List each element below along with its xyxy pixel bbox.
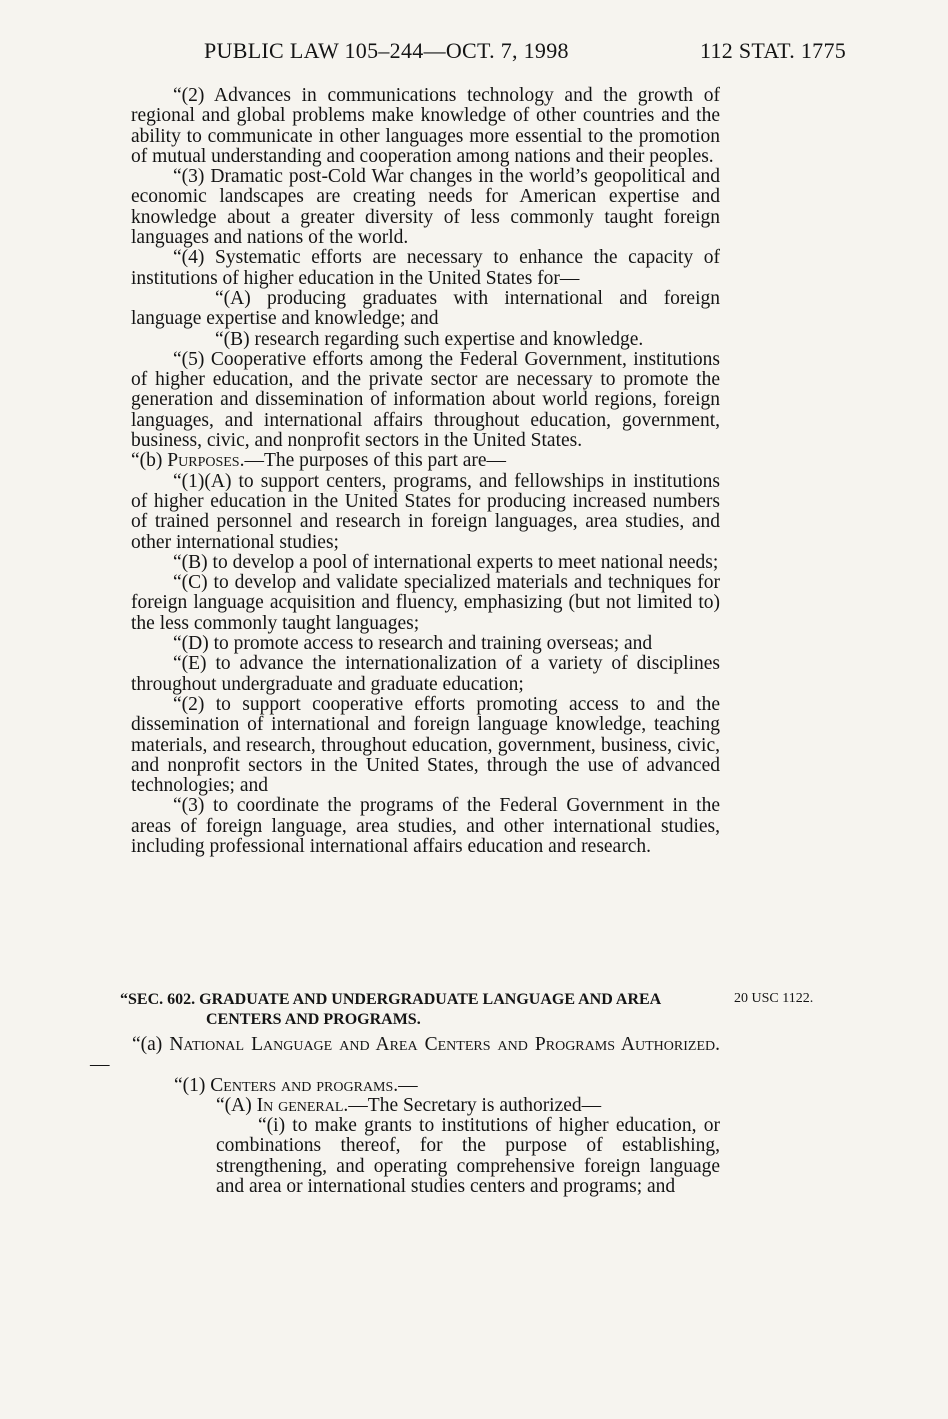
purpose-3: “(3) to coordinate the programs of the Federal Government in the areas of foreign language, area studies, and other international studies, including professional international affairs education and research.	[131, 795, 720, 857]
page-number: 112 STAT. 1775	[700, 38, 847, 63]
purpose-1-a: “(1)(A) to support centers, programs, and fellowships in institutions of higher education in the United States for producing increased numbers of trained personnel and research in foreign languages, area studies, and other international studies;	[131, 470, 720, 553]
paragraph-1-prefix: “(1)	[174, 1074, 211, 1096]
finding-2: “(2) Advances in communications technology and the growth of regional and global problems make knowledge of other countries and the ability to communicate in other languages more essential to the promotion of mutual understanding and cooperation among nations and their peoples.	[131, 85, 720, 167]
finding-4-b: “(B) research regarding such expertise and knowledge.	[215, 328, 644, 350]
subparagraph-a-text: .—The Secretary is authorized—	[343, 1094, 602, 1116]
subsection-a-suffix: .—	[90, 1034, 720, 1076]
clause-i: “(i) to make grants to institutions of higher education, or combinations thereof, for the purpose of establishing, strengthening, and operating comprehensive foreign language and area or international studies centers and programs; and	[216, 1115, 720, 1198]
subparagraph-a-title: In general	[256, 1094, 344, 1116]
subparagraph-a-prefix: “(A)	[216, 1094, 257, 1116]
finding-5: “(5) Cooperative efforts among the Federal Government, institutions of higher education, and the private sector are necessary to promote the generation and dissemination of information about world regions, foreign languages, and international affairs throughout education, government, business, civic, and nonprofit sectors in the United States.	[131, 348, 720, 452]
section-602-body	[90, 1035, 720, 1197]
section-heading: “SEC. 602. GRADUATE AND UNDERGRADUATE LANGUAGE AND AREA CENTERS AND PROGRAMS.	[120, 991, 661, 1028]
purposes-title: Purposes	[167, 450, 240, 472]
subsection-a-prefix: “(a)	[132, 1034, 170, 1055]
finding-3: “(3) Dramatic post-Cold War changes in the world’s geopolitical and economic landscapes are creating needs for American expertise and knowledge about a greater diversity of less commonly taught foreign languages and nations of the world.	[131, 166, 720, 249]
subparagraph-a-heading	[90, 1096, 720, 1116]
purposes-prefix: “(b)	[131, 450, 168, 472]
purpose-1-d: “(D) to promote access to research and training overseas; and	[173, 633, 653, 655]
paragraph-1-heading	[90, 1076, 720, 1096]
paragraph-1-title: Centers and programs	[210, 1074, 394, 1096]
findings-body	[131, 86, 720, 857]
purposes-text: .—The purposes of this part are—	[239, 450, 507, 472]
purpose-1-b: “(B) to develop a pool of international experts to meet national needs;	[173, 551, 719, 573]
margin-citation: 20 USC 1122.	[734, 991, 814, 1006]
section-heading-block	[120, 990, 720, 1030]
finding-4-a: “(A) producing graduates with international and foreign language expertise and knowledge; and	[131, 287, 720, 330]
finding-4: “(4) Systematic efforts are necessary to enhance the capacity of institutions of higher education in the United States for—	[131, 247, 720, 289]
paragraph-1-suffix: .—	[393, 1074, 418, 1096]
subsection-a-heading	[90, 1035, 720, 1076]
purposes-heading	[131, 451, 720, 471]
purpose-2: “(2) to support cooperative efforts promoting access to and the dissemination of international and foreign language knowledge, teaching materials, and research, throughout education, government, business, civic, and nonprofit sectors in the United States, through the use of advanced technologies; and	[131, 693, 720, 797]
subsection-a-title: National Language and Area Centers and Programs Authorized	[169, 1034, 716, 1055]
purpose-1-c: “(C) to develop and validate specialized materials and techniques for foreign language acquisition and fluency, emphasizing (but not limited to) the less commonly taught languages;	[131, 572, 720, 634]
running-header-title: PUBLIC LAW 105–244—OCT. 7, 1998	[204, 38, 569, 63]
purpose-1-e: “(E) to advance the internationalization of a variety of disciplines throughout undergraduate and graduate education;	[131, 653, 720, 695]
